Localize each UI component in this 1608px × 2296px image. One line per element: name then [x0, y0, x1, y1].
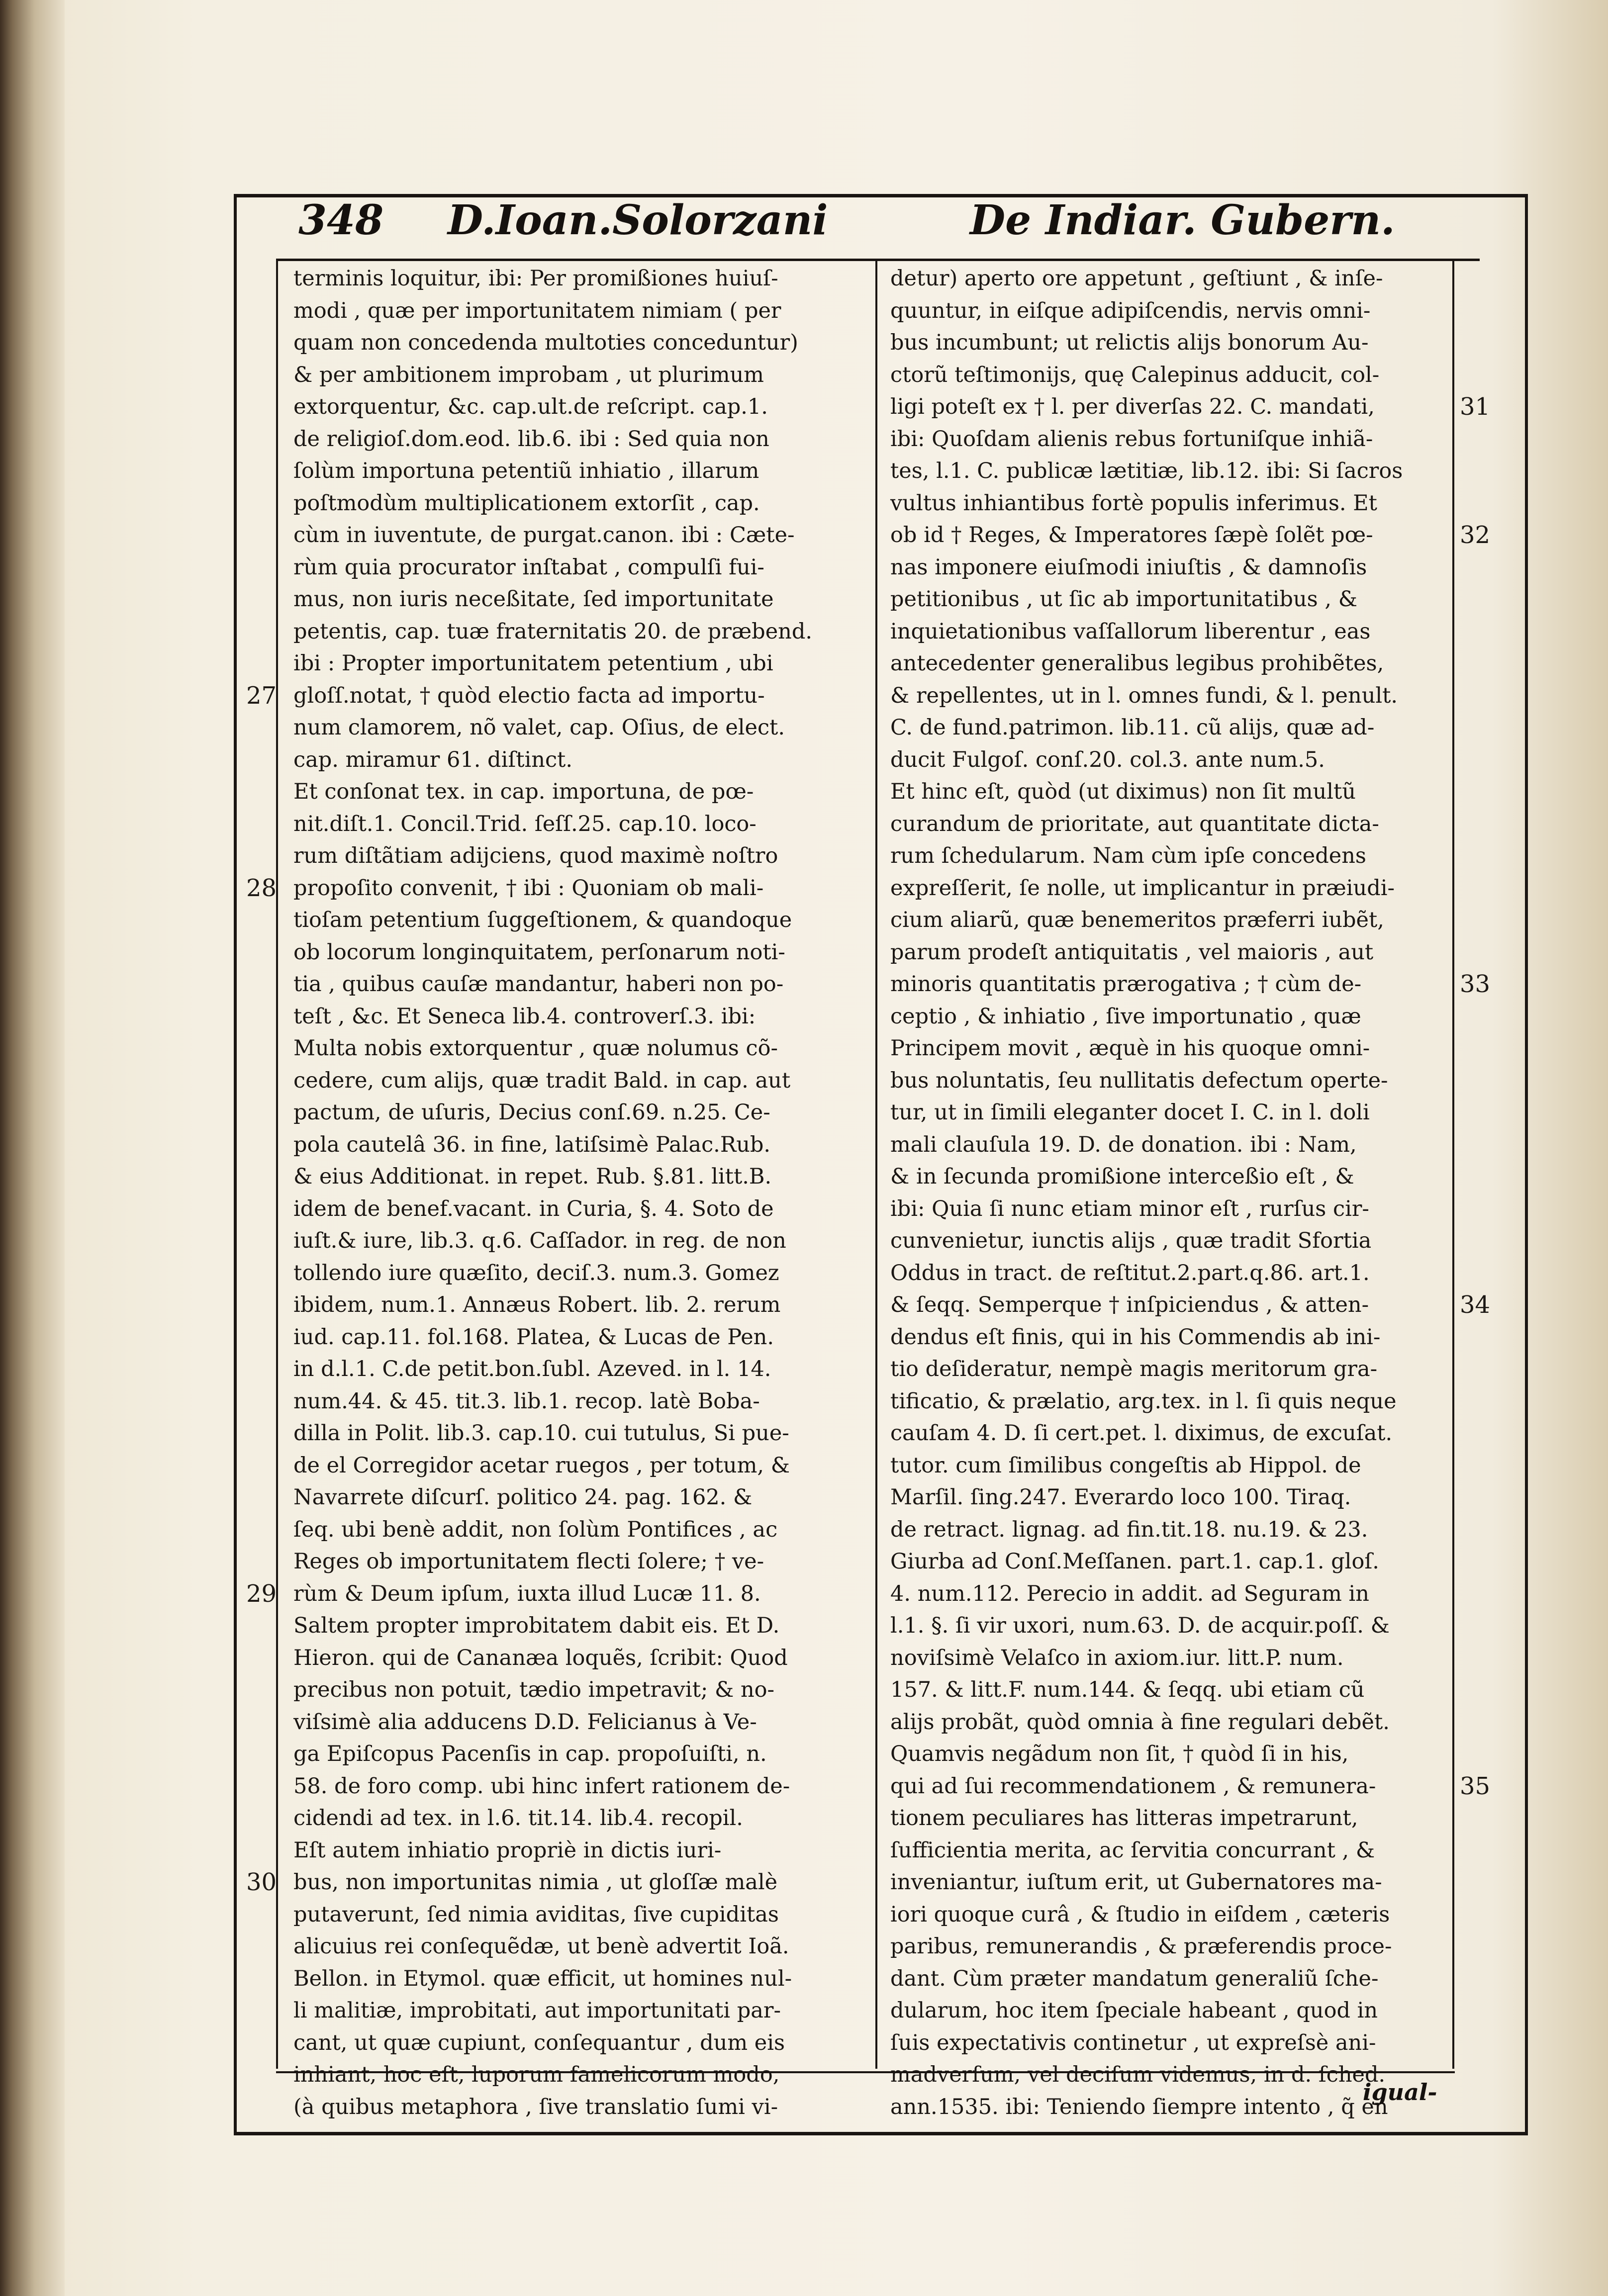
- right-text-column: [890, 263, 1467, 2123]
- text-line: poſtmodùm multiplicationem extorſit , cap.: [293, 490, 760, 516]
- text-line: ligi poteſt ex † l. per diverſas 22. C. mandati,: [890, 394, 1375, 419]
- text-line: antecedenter generalibus legibus prohibẽtes,: [890, 651, 1384, 676]
- text-line: quam non concedenda multoties conceduntur): [293, 330, 798, 355]
- text-line: quuntur, in eiſque adipiſcendis, nervis omni-: [890, 298, 1371, 323]
- text-line: 157. & litt.F. num.144. & ſeqq. ubi etiam cũ: [890, 1677, 1365, 1702]
- text-line: noviſsimè Velaſco in axiom.iur. litt.P. num.: [890, 1645, 1344, 1670]
- text-line: ob id † Reges, & Imperatores ſæpè ſolẽt pœ-: [890, 523, 1373, 548]
- text-line: mus, non iuris neceßitate, ſed importunitate: [293, 587, 774, 612]
- text-line: curandum de prioritate, aut quantitate dicta-: [890, 811, 1379, 836]
- text-line: petitionibus , ut ſic ab importunitatibus , &: [890, 587, 1357, 612]
- margin-number: 29: [246, 1579, 277, 1608]
- text-line: & repellentes, ut in l. omnes fundi, & l. penult.: [890, 683, 1398, 708]
- text-line: viſsimè alia adducens D.D. Felicianus à Ve-: [293, 1709, 757, 1735]
- text-line: cedere, cum alijs, quæ tradit Bald. in cap. aut: [293, 1068, 791, 1093]
- text-line: tes, l.1. C. publicæ lætitiæ, lib.12. ibi: Si ſacros: [890, 459, 1403, 483]
- text-line: ctorũ teſtimonijs, quę Calepinus adducit, col-: [890, 362, 1380, 387]
- text-line: mali clauſula 19. D. de donation. ibi : Nam,: [890, 1132, 1357, 1157]
- text-line: Hieron. qui de Cananæa loquẽs, ſcribit: Quod: [293, 1645, 788, 1670]
- text-line: Eſt autem inhiatio propriè in dictis iuri-: [293, 1837, 722, 1863]
- text-line: rùm quia procurator inſtabat , compulſi fui-: [293, 554, 764, 580]
- text-line: Reges ob importunitatem flecti ſolere; † ve-: [293, 1549, 764, 1574]
- text-line: Et conſonat tex. in cap. importuna, de pœ-: [293, 779, 754, 804]
- text-line: inveniantur, iuſtum erit, ut Gubernatores ma-: [890, 1870, 1382, 1895]
- catchword: igual-: [1363, 2079, 1437, 2106]
- running-title: De Indiar. Gubern.: [970, 196, 1395, 244]
- text-line: de religioſ.dom.eod. lib.6. ibi : Sed quia non: [293, 426, 769, 452]
- margin-number: 28: [246, 874, 277, 902]
- text-line: nit.diſt.1. Concil.Trid. ſeſſ.25. cap.10. loco-: [293, 811, 757, 836]
- text-line: dularum, hoc item ſpeciale habeant , quod in: [890, 1998, 1378, 2023]
- text-line: propoſito convenit, † ibi : Quoniam ob mali-: [293, 875, 764, 901]
- text-line: rùm & Deum ipſum, iuxta illud Lucæ 11. 8.: [293, 1581, 761, 1606]
- text-line: teſt , &c. Et Seneca lib.4. controverſ.3. ibi:: [293, 1004, 756, 1029]
- text-line: cap. miramur 61. diſtinct.: [293, 747, 572, 772]
- text-line: ſeq. ubi benè addit, non ſolùm Pontifices , ac: [293, 1517, 778, 1542]
- text-line: & eius Additionat. in repet. Rub. §.81. litt.B.: [293, 1164, 772, 1189]
- text-line: & per ambitionem improbam , ut plurimum: [293, 362, 764, 387]
- text-line: minoris quantitatis prærogativa ; † cùm de-: [890, 972, 1362, 997]
- text-line: paribus, remunerandis , & præferendis proce-: [890, 1934, 1392, 1959]
- text-line: cidendi ad tex. in l.6. tit.14. lib.4. recopil.: [293, 1806, 743, 1831]
- header-rule: [276, 259, 1480, 261]
- text-line: detur) aperto ore appetunt , geſtiunt , & inſe-: [890, 266, 1383, 291]
- text-line: terminis loquitur, ibi: Per promißiones huiuſ-: [293, 266, 778, 291]
- text-line: Principem movit , æquè in his quoque omni-: [890, 1036, 1370, 1061]
- margin-number: 31: [1460, 393, 1491, 421]
- text-line: num.44. & 45. tit.3. lib.1. recop. latè Boba-: [293, 1388, 760, 1414]
- margin-number: 27: [246, 681, 277, 710]
- text-line: Giurba ad Conſ.Meſſanen. part.1. cap.1. gloſ.: [890, 1549, 1379, 1574]
- text-line: ducit Fulgoſ. conſ.20. col.3. ante num.5.: [890, 747, 1325, 772]
- text-line: gloſſ.notat, † quòd electio facta ad importu-: [293, 683, 765, 708]
- text-line: ibidem, num.1. Annæus Robert. lib. 2. rerum: [293, 1292, 781, 1317]
- text-line: 4. num.112. Perecio in addit. ad Seguram in: [890, 1581, 1369, 1606]
- text-line: pola cautelâ 36. in fine, latiſsimè Palac.Rub.: [293, 1132, 771, 1157]
- left-column-rule: [276, 259, 278, 2069]
- text-line: tutor. cum ſimilibus congeſtis ab Hippol. de: [890, 1453, 1361, 1478]
- text-line: ga Epiſcopus Pacenſis in cap. propoſuiſti, n.: [293, 1742, 767, 1766]
- text-line: Bellon. in Etymol. quæ efficit, ut homines nul-: [293, 1966, 792, 1991]
- text-line: extorquentur, &c. cap.ult.de reſcript. cap.1.: [293, 394, 768, 419]
- text-line: iuſt.& iure, lib.3. q.6. Caſſador. in reg. de non: [293, 1228, 786, 1253]
- text-line: qui ad ſui recommendationem , & remunera-: [890, 1773, 1376, 1799]
- page-number: 348: [298, 196, 384, 244]
- margin-number: 32: [1460, 521, 1491, 549]
- text-line: ob locorum longinquitatem, perſonarum noti-: [293, 939, 785, 965]
- text-line: tia , quibus cauſæ mandantur, haberi non po-: [293, 972, 784, 997]
- text-line: cunvenietur, iunctis alijs , quæ tradit Sfortia: [890, 1228, 1372, 1253]
- text-line: Navarrete diſcurſ. politico 24. pag. 162. &: [293, 1485, 753, 1510]
- text-line: madverſum, vel deciſum videmus, in d. ſched.: [890, 2062, 1386, 2087]
- text-line: tollendo iure quæſito, deciſ.3. num.3. Gomez: [293, 1260, 779, 1286]
- text-line: ibi : Propter importunitatem petentium , ubi: [293, 651, 773, 676]
- text-line: alijs probãt, quòd omnia à fine regulari debẽt.: [890, 1709, 1390, 1735]
- text-line: tificatio, & prælatio, arg.tex. in l. ſi quis neque: [890, 1388, 1397, 1414]
- text-line: rum diſtãtiam adijciens, quod maximè noſtro: [293, 843, 778, 868]
- book-gutter: [0, 0, 65, 2296]
- text-line: bus noluntatis, ſeu nullitatis defectum operte-: [890, 1068, 1388, 1093]
- text-line: inquietationibus vaſſallorum liberentur , eas: [890, 619, 1371, 644]
- text-line: 58. de foro comp. ubi hinc infert rationem de-: [293, 1773, 790, 1799]
- text-line: Marſil. ſing.247. Everardo loco 100. Tiraq.: [890, 1485, 1351, 1510]
- text-line: ceptio , & inhiatio , ſive importunatio , quæ: [890, 1004, 1361, 1029]
- margin-number: 30: [246, 1868, 277, 1896]
- text-line: modi , quæ per importunitatem nimiam ( per: [293, 298, 781, 323]
- text-line: dendus eſt finis, qui in his Commendis ab ini-: [890, 1324, 1381, 1350]
- text-line: bus incumbunt; ut relictis alijs bonorum Au-: [890, 330, 1369, 355]
- text-line: rum ſchedularum. Nam cùm ipſe concedens: [890, 843, 1366, 868]
- text-line: de el Corregidor acetar ruegos , per totum, &: [293, 1453, 790, 1478]
- text-line: ſufficientia merita, ac ſervitia concurrant , &: [890, 1837, 1375, 1863]
- text-line: tio deſideratur, nempè magis meritorum gra-: [890, 1357, 1378, 1381]
- text-line: inhiant, hoc eſt, luporum famelicorum modo,: [293, 2062, 780, 2087]
- text-line: cant, ut quæ cupiunt, conſequantur , dum eis: [293, 2030, 785, 2055]
- text-line: nas imponere eiuſmodi iniuſtis , & damnoſis: [890, 554, 1367, 580]
- text-line: bus, non importunitas nimia , ut gloſſæ malè: [293, 1870, 778, 1895]
- margin-number: 33: [1460, 970, 1491, 998]
- text-line: ibi: Quoſdam alienis rebus fortuniſque inhiã-: [890, 426, 1373, 452]
- text-line: expreſſerit, ſe nolle, ut implicantur in præiudi-: [890, 875, 1395, 901]
- text-line: pactum, de uſuris, Decius conſ.69. n.25. Ce-: [293, 1100, 770, 1125]
- text-line: iud. cap.11. fol.168. Platea, & Lucas de Pen.: [293, 1324, 774, 1350]
- text-line: de retract. lignag. ad fin.tit.18. nu.19. & 23.: [890, 1517, 1368, 1542]
- text-line: Quamvis negãdum non ſit, † quòd ſi in his,: [890, 1742, 1349, 1766]
- text-line: tur, ut in ſimili eleganter docet I. C. in l. doli: [890, 1100, 1370, 1125]
- text-line: alicuius rei conſequẽdæ, ut benè advertit Ioã.: [293, 1934, 789, 1959]
- text-line: tioſam petentium ſuggeſtionem, & quandoque: [293, 908, 792, 932]
- text-line: cauſam 4. D. ſi cert.pet. l. diximus, de excuſat.: [890, 1421, 1393, 1446]
- text-line: ſolùm importuna petentiũ inhiatio , illarum: [293, 459, 759, 483]
- text-line: Oddus in tract. de reſtitut.2.part.q.86. art.1.: [890, 1260, 1370, 1286]
- text-line: petentis, cap. tuæ fraternitatis 20. de præbend.: [293, 619, 813, 644]
- text-line: precibus non potuit, tædio impetravit; & no-: [293, 1677, 775, 1702]
- text-line: cium aliarũ, quæ benemeritos præferri iubẽt,: [890, 908, 1384, 932]
- text-line: cùm in iuventute, de purgat.canon. ibi : Cæte-: [293, 523, 795, 548]
- text-line: dilla in Polit. lib.3. cap.10. cui tutulus, Si pue-: [293, 1421, 789, 1446]
- running-author: D.Ioan.Solorzani: [448, 196, 828, 244]
- text-line: ſuis expectativis continetur , ut expreſsè ani-: [890, 2030, 1376, 2055]
- text-line: num clamorem, nõ valet, cap. Oſius, de elect.: [293, 715, 785, 740]
- margin-number: 35: [1460, 1772, 1491, 1800]
- text-line: in d.l.1. C.de petit.bon.ſubl. Azeved. in l. 14.: [293, 1357, 771, 1381]
- text-line: li malitiæ, improbitati, aut importunitati par-: [293, 1998, 781, 2023]
- text-line: ibi: Quia ſi nunc etiam minor eſt , rurſus cir-: [890, 1196, 1369, 1221]
- text-line: l.1. §. ſi vir uxori, num.63. D. de acquir.poſſ. &: [890, 1613, 1390, 1638]
- text-line: Et hinc eſt, quòd (ut diximus) non ſit multũ: [890, 779, 1356, 804]
- text-line: (à quibus metaphora , ſive translatio ſumi vi-: [293, 2094, 778, 2119]
- left-text-column: [293, 263, 870, 2123]
- text-line: Multa nobis extorquentur , quæ nolumus cõ-: [293, 1036, 778, 1061]
- text-line: C. de fund.patrimon. lib.11. cũ alijs, quæ ad-: [890, 715, 1375, 740]
- text-line: idem de benef.vacant. in Curia, §. 4. Soto de: [293, 1196, 774, 1221]
- text-line: tionem peculiares has litteras impetrarunt,: [890, 1806, 1358, 1831]
- margin-number: 34: [1460, 1291, 1491, 1319]
- text-line: Saltem propter improbitatem dabit eis. Et D.: [293, 1613, 780, 1638]
- text-line: dant. Cùm præter mandatum generaliũ ſche-: [890, 1966, 1379, 1991]
- text-line: & in ſecunda promißione interceßio eſt , &: [890, 1164, 1354, 1189]
- text-line: ann.1535. ibi: Teniendo ſiempre intento , q̃ en: [890, 2094, 1388, 2119]
- text-line: iori quoque curâ , & ſtudio in eiſdem , cæteris: [890, 1902, 1390, 1927]
- column-divider: [875, 259, 877, 2069]
- text-line: putaverunt, ſed nimia aviditas, ſive cupiditas: [293, 1902, 779, 1927]
- text-line: parum prodeſt antiquitatis , vel maioris , aut: [890, 939, 1374, 965]
- text-line: vultus inhiantibus fortè populis inferimus. Et: [890, 490, 1377, 516]
- text-line: & ſeqq. Semperque † inſpiciendus , & atten-: [890, 1292, 1369, 1317]
